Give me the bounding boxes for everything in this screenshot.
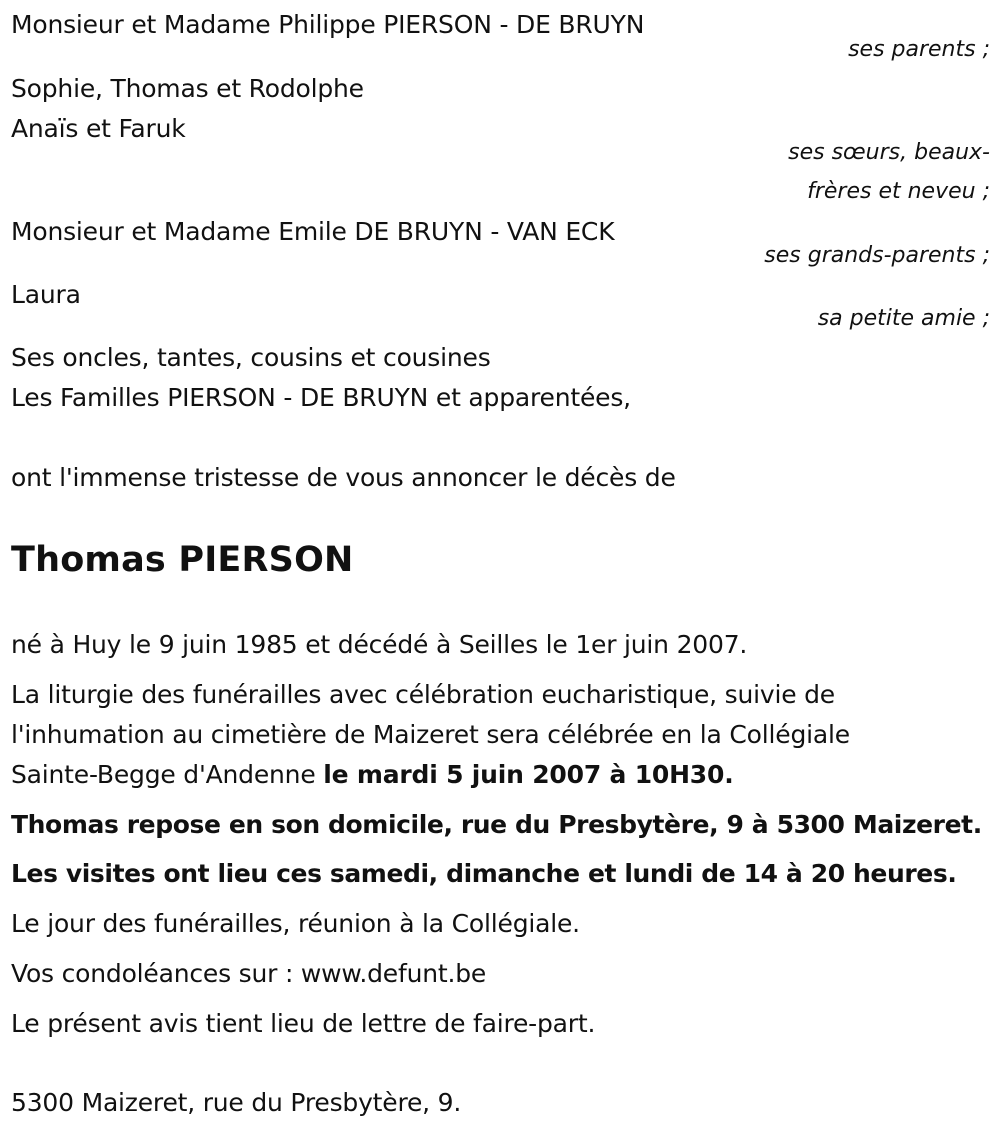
meeting-info: Le jour des funérailles, réunion à la Collégiale. [11,909,580,938]
funeral-date-time: le mardi 5 juin 2007 à 10H30. [323,760,734,789]
extended-family-line-2: Les Familles PIERSON - DE BRUYN et apparentées, [11,383,631,412]
visiting-hours: Les visites ont lieu ces samedi, dimanche et lundi de 14 à 20 heures. [11,859,957,888]
address: 5300 Maizeret, rue du Presbytère, 9. [11,1088,462,1117]
liturgy-line-2: l'inhumation au cimetière de Maizeret sera célébrée en la Collégiale [11,720,850,749]
parents-names: Monsieur et Madame Philippe PIERSON - DE BRUYN [11,10,645,39]
liturgy-line-1: La liturgie des funérailles avec célébration eucharistique, suivie de [11,680,835,709]
notice-text: Le présent avis tient lieu de lettre de faire-part. [11,1009,596,1038]
siblings-names-line-1: Sophie, Thomas et Rodolphe [11,74,364,103]
girlfriend-name: Laura [11,280,81,309]
condolences-info: Vos condoléances sur : www.defunt.be [11,959,487,988]
birth-death-dates: né à Huy le 9 juin 1985 et décédé à Seilles le 1er juin 2007. [11,630,748,659]
siblings-names-line-2: Anaïs et Faruk [11,114,186,143]
extended-family-line-1: Ses oncles, tantes, cousins et cousines [11,343,491,372]
announcement-text: ont l'immense tristesse de vous annoncer le décès de [11,463,676,492]
deceased-name: Thomas PIERSON [11,540,354,580]
rest-location: Thomas repose en son domicile, rue du Presbytère, 9 à 5300 Maizeret. [11,810,982,839]
liturgy-line-3 [11,755,734,795]
grandparents-relation: ses grands-parents ; [764,243,990,268]
siblings-relation-line-1: ses sœurs, beaux- [788,140,990,165]
grandparents-names: Monsieur et Madame Emile DE BRUYN - VAN ECK [11,217,615,246]
parents-relation: ses parents ; [848,37,990,62]
siblings-relation-line-2: frères et neveu ; [807,179,990,204]
girlfriend-relation: sa petite amie ; [817,306,990,331]
liturgy-location: Sainte-Begge d'Andenne [11,760,324,789]
